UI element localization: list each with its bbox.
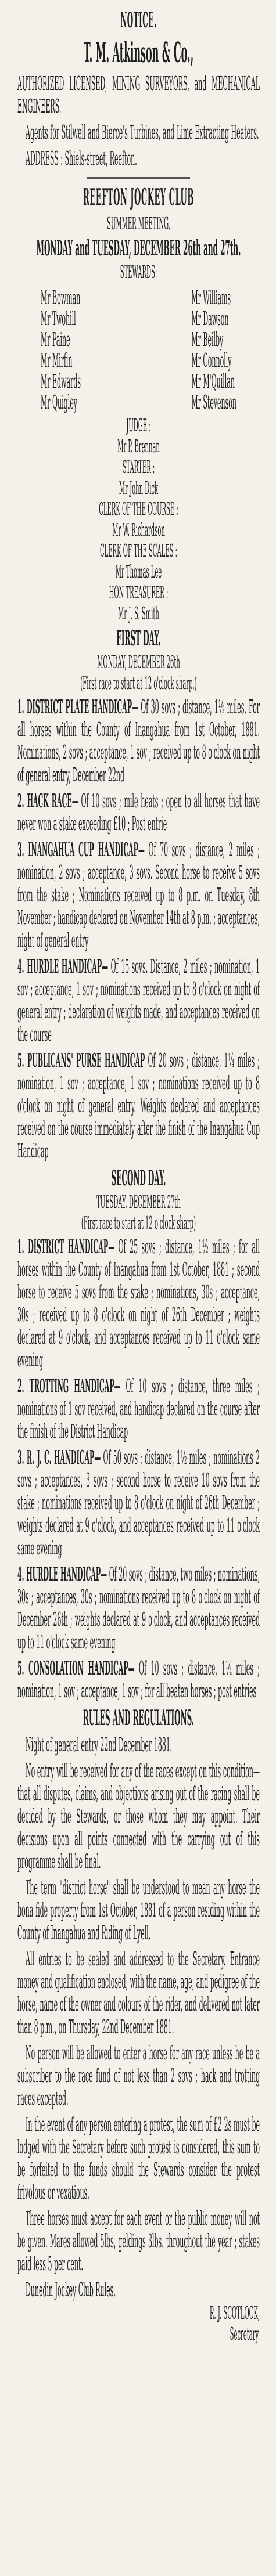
firm-address: ADDRESS : Shiels-street, Reefton. (26, 147, 137, 170)
steward-name: Mr Williams (191, 287, 231, 309)
race-entry (17, 696, 260, 786)
judge-name: Mr P. Brennan (117, 438, 160, 457)
race-entry (17, 1236, 260, 1372)
steward-name: Mr Quigley (41, 391, 77, 414)
race-title: 5. PUBLICANS' PURSE HANDICAP (17, 1049, 145, 1072)
club-subtitle: SUMMER MEETING. (107, 215, 170, 234)
treasurer-name: Mr J. S. Smith (118, 605, 159, 625)
first-day-label: FIRST DAY. (116, 626, 161, 651)
starter-name: Mr John Dick (119, 480, 159, 499)
race-entry (17, 955, 260, 1046)
clerk-scales-name: Mr Thomas Lee (115, 564, 162, 583)
firm-name: T. M. Atkinson & Co., (83, 36, 194, 69)
club-title: REEFTON JOCKEY CLUB (83, 186, 194, 212)
race-text: Of 10 sovs ; distance, three miles ; nominations of 1 sov received, and handicap declared on the course after the finish of the District Handicap (17, 1375, 260, 1443)
race-title: 1. DISTRICT HANDICAP— (17, 1236, 115, 1258)
starter-label: STARTER : (122, 459, 155, 478)
rule-paragraph: The term "district horse" shall be understood to mean any horse the bona fide property from 1st October, 1881 of a person residing within the County of Inangahua and Riding of Lyell. (17, 1877, 260, 1944)
firm-line-1: AUTHORIZED LICENSED, MINING SURVEYORS, and MECHANICAL ENGINEERS. (17, 73, 260, 118)
race-text: Of 20 sovs ; distance, two miles ; nominations, 30s ; acceptances, 30s ; nominations received up to 8 o'clock on night of December 26th ; weights declared at 9 o'clock, and acceptances received up to 11 o'clock same evening (17, 1563, 260, 1654)
rules-heading: RULES AND REGULATIONS. (83, 1706, 195, 1730)
race-text: Of 15 sovs. Distance, 2 miles ; nomination, 1 sov ; acceptance, 1 sov ; nominations received up to 8 o'clock on night of general entry ; declaration of weights made, and acceptances received on the course (17, 955, 260, 1046)
race-title: 3. INANGAHUA CUP HANDICAP— (17, 839, 145, 861)
secretary-signature: R. J. SCOTLOCK, (210, 2305, 260, 2324)
rule-paragraph: Three horses must accept for each event or the public money will not be given. Mares allowed 5lbs, geldings 3lbs. throughout the year ; stakes paid less 5 per cent. (17, 2207, 260, 2275)
rule-paragraph: Night of general entry 22nd December 1881. (26, 1734, 173, 1756)
race-entry (17, 1657, 260, 1702)
race-entry (17, 1446, 260, 1560)
race-title: 3. R. J. C. HANDICAP— (17, 1446, 101, 1469)
clerk-scales-label: CLERK OF THE SCALES : (99, 543, 178, 562)
race-text: Of 25 sovs ; distance, 1½ miles ; for all horses within the County of Inangahua from 1st October, 1881 ; second horse to receive 5 sovs from the stake ; nominations, 30s ; acceptance, 30s ; received up to 8 o'clock on night of 26th December ; weights declared at 9 o'clock, and acceptances received up to 11 o'clock same evening (17, 1236, 260, 1372)
steward-name: Mr Twohill (41, 308, 76, 330)
steward-name: Mr Stevenson (191, 391, 236, 414)
steward-name: Mr M'Quillan (191, 370, 235, 393)
rule-paragraph: No person will be allowed to enter a horse for any race unless he be a subscriber to the race fund of not less than 2 sovs ; hack and trotting races excepted. (17, 2042, 260, 2110)
clerk-course-label: CLERK OF THE COURSE : (99, 501, 178, 520)
race-title: 2. TROTTING HANDICAP— (17, 1375, 121, 1398)
secretary-title: Secretary. (230, 2326, 260, 2345)
steward-name: Mr Paine (41, 329, 70, 351)
treasurer-label: HON TREASURER : (109, 585, 169, 604)
first-day-date: MONDAY, DECEMBER 26th (97, 654, 180, 673)
steward-name: Mr Bowman (41, 287, 81, 309)
race-entry (17, 790, 260, 835)
stewards-right (191, 288, 236, 414)
race-title: 4. HURDLE HANDICAP— (17, 955, 109, 978)
race-entry (17, 1049, 260, 1163)
meeting-dates: MONDAY and TUESDAY, DECEMBER 26th and 27th. (36, 236, 241, 261)
clerk-course-name: Mr W. Richardson (112, 522, 165, 541)
second-day-date: TUESDAY, DECEMBER 27th (96, 1194, 181, 1213)
stewards-left (41, 288, 81, 414)
race-text: Of 10 sovs ; distance, 1¼ miles ; nomination, 1 sov ; acceptance, 1 sov ; for all beaten horses ; post entries (17, 1657, 260, 1702)
race-text: Of 10 sovs ; mile heats ; open to all horses that have never won a stake exceeding £10 ; Post entrie (17, 790, 260, 835)
steward-name: Mr Edwards (41, 370, 81, 393)
second-day-start: (First race to start at 12 o'clock sharp) (81, 1215, 196, 1234)
rules-footer: Dunedin Jockey Club Rules. (26, 2279, 116, 2301)
race-title: 1. DISTRICT PLATE HANDICAP— (17, 696, 138, 719)
judge-label: JUDGE : (126, 417, 151, 436)
notice-title: NOTICE. (120, 8, 157, 33)
steward-name: Mr Beilby (191, 329, 224, 351)
firm-line-2: Agents for Stilwell and Bierce's Turbines, and Lime Extracting Heaters. (26, 121, 259, 144)
page-content (17, 8, 260, 2347)
rule-paragraph: All entries to be sealed and addressed to the Secretary. Entrance money and qualification enclosed, with the name, age, and pedigree of the horse, name of the owner and colours of the rider, and delivered not later than 8 p.m., on Thursday, 22nd December 1881. (17, 1948, 260, 2039)
rule-paragraph: In the event of any person entering a protest, the sum of £2 2s must be lodged with the Secretary before such protest is considered, this sum to be forfeited to the funds should the Stewards consider the protest frivolous or vexatious. (17, 2113, 260, 2204)
steward-name: Mr Mirfin (41, 349, 73, 372)
stewards-list (17, 288, 260, 414)
second-day-label: SECOND DAY. (111, 1166, 166, 1190)
steward-name: Mr Dawson (191, 308, 229, 330)
divider (87, 177, 190, 179)
race-text: Of 50 sovs ; distance, 1½ miles ; nominations 2 sovs ; acceptances, 3 sovs ; second horse to receive 10 sovs from the stake ; nominations received up to 8 o'clock on night of 26th December ; weights declared at 9 o'clock, and acceptances received up to 11 o'clock same evening (17, 1446, 260, 1560)
race-title: 5. CONSOLATION HANDICAP— (17, 1657, 135, 1680)
race-text: Of 70 sovs ; distance, 2 miles ; nomination, 2 sovs ; acceptance, 3 sovs. Second horse to receive 5 sovs from the stake ; Nominations received up to 8 p.m. on Tuesday, 8th November ; handicap declared on November 14th at 8 p.m. ; acceptances, night of general entry (17, 839, 260, 952)
stewards-label: STEWARDS: (120, 264, 157, 283)
race-entry (17, 1563, 260, 1654)
race-text: Of 20 sovs ; distance, 1¼ miles ; nomination, 1 sov ; acceptance, 1 sov ; nominations received up to 8 o'clock on night of general entry. Weights declared and acceptances received on the course immediately after the finish of the Inangahua Cup Handicap (17, 1049, 260, 1163)
race-title: 2. HACK RACE— (17, 790, 78, 813)
race-entry (17, 839, 260, 952)
first-day-start: (First race to start at 12 o'clock sharp.) (80, 675, 197, 694)
steward-name: Mr Connolly (191, 349, 232, 372)
race-entry (17, 1375, 260, 1443)
rule-paragraph: No entry will be received for any of the races except on this condition—that all disputes, claims, and objections arising out of the racing shall be decided by the Stewards, or those whom they may appoint. Their decisions upon all points connected with the carrying out of this programme shall be final. (17, 1760, 260, 1873)
race-title: 4. HURDLE HANDICAP— (17, 1563, 107, 1586)
race-text: Of 30 sovs ; distance, 1½ miles. For all horses within the County of Inangahua from 1st October, 1881. Nominations, 2 sovs ; acceptance, 1 sov ; received up to 8 o'clock on night of general entry, December 22nd (17, 696, 260, 786)
